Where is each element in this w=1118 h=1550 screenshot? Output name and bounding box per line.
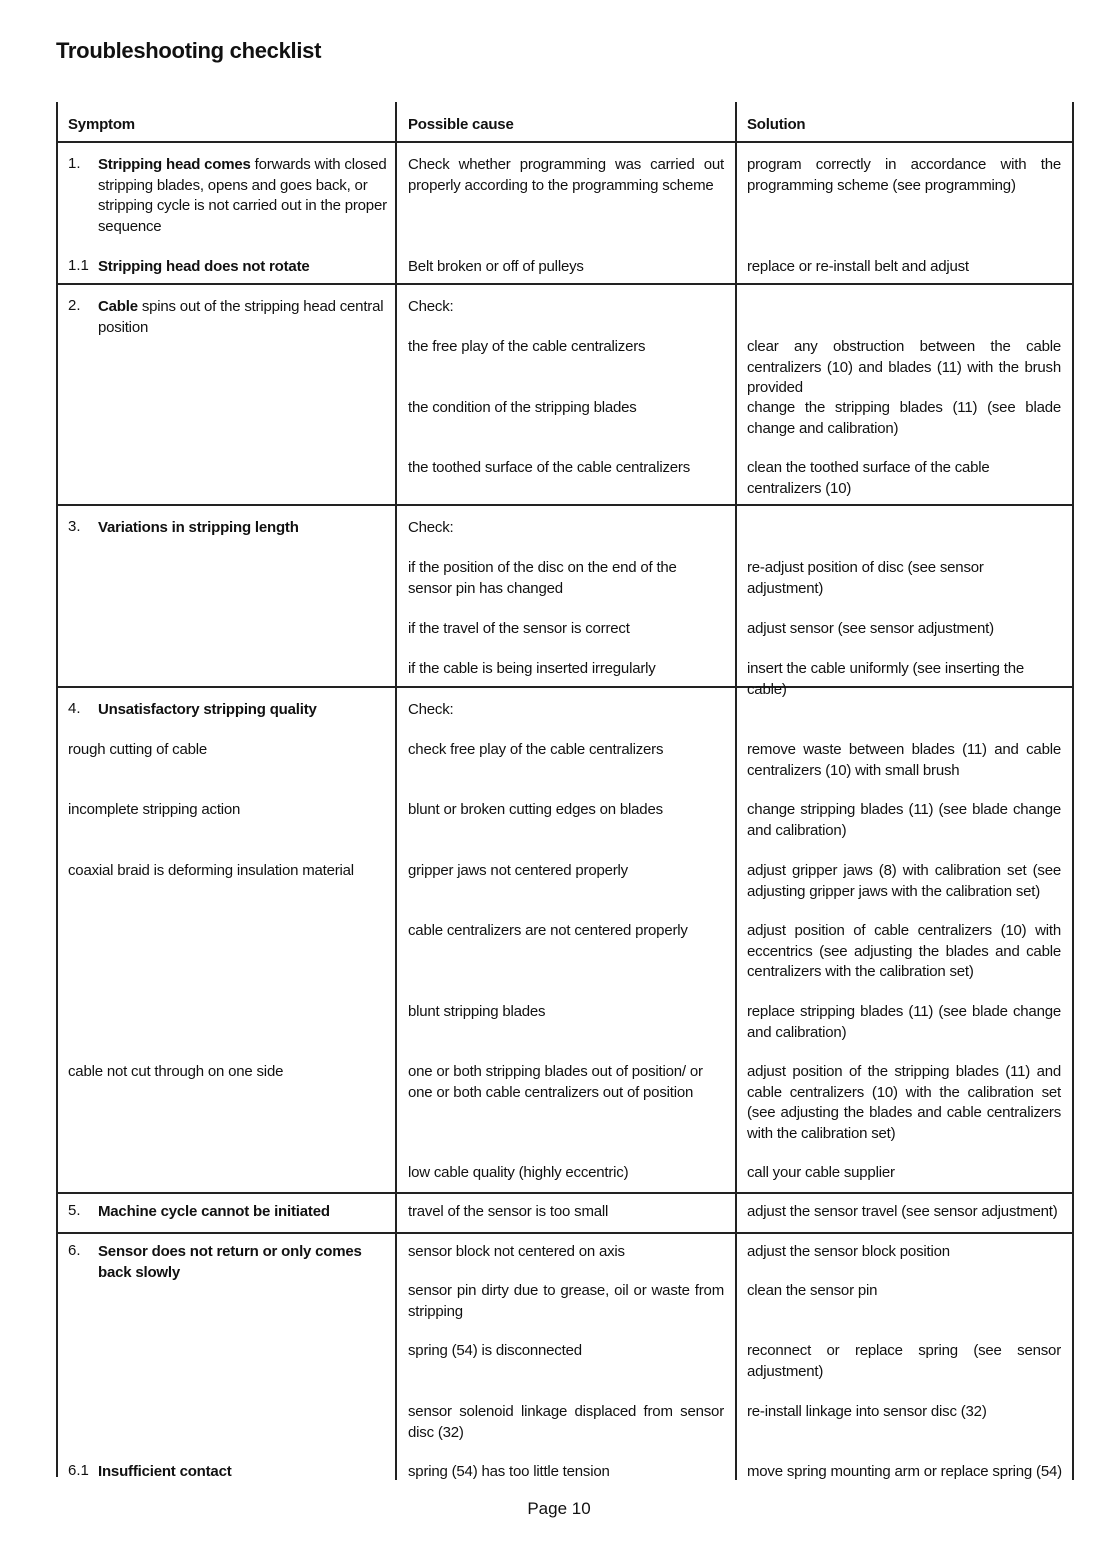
- solution-text: adjust the sensor travel (see sensor adjustment): [747, 1203, 1058, 1220]
- page-number: Page 10: [527, 1499, 591, 1518]
- cause-text: the condition of the stripping blades: [408, 399, 637, 416]
- symptom-bold: Cable: [98, 298, 138, 315]
- cause-text: blunt or broken cutting edges on blades: [408, 801, 663, 818]
- row-rule: [56, 1192, 1074, 1194]
- cause-text: sensor pin dirty due to grease, oil or waste from stripping: [408, 1282, 724, 1320]
- symptom-text: [98, 700, 388, 721]
- solution-text: change stripping blades (11) (see blade change and calibration): [747, 801, 1061, 839]
- symptom-bold: Insufficient contact: [98, 1463, 232, 1480]
- sub-symptom: coaxial braid is deforming insulation material: [68, 862, 354, 879]
- solution-text: clean the sensor pin: [747, 1282, 878, 1299]
- troubleshooting-table: [56, 102, 1074, 1482]
- row-rule: [56, 283, 1074, 285]
- solution-text: re-install linkage into sensor disc (32): [747, 1403, 987, 1420]
- solution-text: adjust position of the stripping blades (11) and cable centralizers (10) with the calibration set (see adjusting the blades and cable centralizers with the calibration set): [747, 1063, 1061, 1142]
- solution-text: adjust the sensor block position: [747, 1243, 950, 1260]
- row-number: 1.1: [68, 257, 89, 274]
- solution-text: re-adjust position of disc (see sensor adjustment): [747, 559, 984, 597]
- row-number: 4.: [68, 700, 81, 717]
- row-number: 2.: [68, 297, 81, 314]
- cause-text: sensor block not centered on axis: [408, 1243, 625, 1260]
- symptom-text: [98, 155, 388, 237]
- row-rule: [56, 504, 1074, 506]
- cause-text: one or both stripping blades out of position/ or one or both cable centralizers out of position: [408, 1063, 703, 1101]
- solution-text: adjust position of cable centralizers (10) with eccentrics (see adjusting the blades and cable centralizers with the calibration set): [747, 922, 1061, 980]
- cause-text: the toothed surface of the cable centralizers: [408, 459, 691, 476]
- cause-text: check free play of the cable centralizers: [408, 741, 664, 758]
- column-divider: [735, 102, 737, 1480]
- header-cause: Possible cause: [408, 116, 514, 133]
- cause-text: sensor solenoid linkage displaced from sensor disc (32): [408, 1403, 724, 1441]
- table-border-right: [1072, 102, 1074, 1480]
- solution-text: reconnect or replace spring (see sensor adjustment): [747, 1342, 1061, 1380]
- check-label: Check:: [408, 701, 454, 718]
- solution-text: replace stripping blades (11) (see blade change and calibration): [747, 1003, 1061, 1041]
- row-number: 5.: [68, 1202, 81, 1219]
- cause-text: if the cable is being inserted irregularly: [408, 660, 656, 677]
- check-label: Check:: [408, 519, 454, 536]
- cause-text: if the travel of the sensor is correct: [408, 620, 630, 637]
- solution-text: program correctly in accordance with the programming scheme (see programming): [747, 156, 1061, 194]
- cause-text: spring (54) has too little tension: [408, 1463, 610, 1480]
- sub-symptom: rough cutting of cable: [68, 741, 208, 758]
- header-solution: Solution: [747, 116, 806, 133]
- symptom-rest: spins out of the stripping head central position: [98, 298, 384, 336]
- solution-text: clear any obstruction between the cable centralizers (10) and blades (11) with the brush provided: [747, 338, 1061, 396]
- header-rule: [56, 141, 1074, 143]
- symptom-text: [98, 1242, 388, 1283]
- row-number: 6.1: [68, 1462, 89, 1479]
- symptom-rest: forwards with closed stripping blades, opens and goes back, or stripping cycle is not carried out in the proper sequence: [98, 156, 387, 235]
- check-label: Check:: [408, 298, 454, 315]
- solution-text: change the stripping blades (11) (see blade change and calibration): [747, 399, 1061, 437]
- cause-text: travel of the sensor is too small: [408, 1203, 609, 1220]
- row-rule: [56, 1232, 1074, 1234]
- solution-text: insert the cable uniformly (see inserting the cable): [747, 660, 1024, 698]
- cause-text: low cable quality (highly eccentric): [408, 1164, 629, 1181]
- cause-text: Belt broken or off of pulleys: [408, 258, 584, 275]
- symptom-bold: Machine cycle cannot be initiated: [98, 1203, 330, 1220]
- symptom-bold: Stripping head comes: [98, 156, 251, 173]
- sub-symptom: incomplete stripping action: [68, 801, 241, 818]
- symptom-text: [98, 1462, 388, 1483]
- solution-text: replace or re-install belt and adjust: [747, 258, 969, 275]
- solution-text: clean the toothed surface of the cable centralizers (10): [747, 459, 990, 497]
- symptom-bold: Sensor does not return or only comes back slowly: [98, 1243, 362, 1281]
- symptom-bold: Stripping head does not rotate: [98, 258, 310, 275]
- header-symptom: Symptom: [68, 116, 135, 133]
- solution-text: adjust gripper jaws (8) with calibration set (see adjusting gripper jaws with the calibration set): [747, 862, 1061, 900]
- row-number: 3.: [68, 518, 81, 535]
- row-number: 1.: [68, 155, 81, 172]
- symptom-bold: Variations in stripping length: [98, 519, 299, 536]
- table-border-left: [56, 102, 58, 1477]
- cause-text: the free play of the cable centralizers: [408, 338, 646, 355]
- solution-text: move spring mounting arm or replace spring (54): [747, 1463, 1062, 1480]
- cause-text: if the position of the disc on the end of the sensor pin has changed: [408, 559, 677, 597]
- row-number: 6.: [68, 1242, 81, 1259]
- cause-text: cable centralizers are not centered properly: [408, 922, 688, 939]
- cause-text: spring (54) is disconnected: [408, 1342, 582, 1359]
- column-divider: [395, 102, 397, 1480]
- cause-text: gripper jaws not centered properly: [408, 862, 628, 879]
- cause-text: Check whether programming was carried out properly according to the programming scheme: [408, 156, 724, 194]
- symptom-text: [98, 257, 388, 278]
- solution-text: adjust sensor (see sensor adjustment): [747, 620, 994, 637]
- symptom-bold: Unsatisfactory stripping quality: [98, 701, 317, 718]
- solution-text: call your cable supplier: [747, 1164, 895, 1181]
- cause-text: blunt stripping blades: [408, 1003, 546, 1020]
- page-title: Troubleshooting checklist: [56, 38, 322, 63]
- solution-text: remove waste between blades (11) and cable centralizers (10) with small brush: [747, 741, 1061, 779]
- sub-symptom: cable not cut through on one side: [68, 1063, 284, 1080]
- symptom-text: [98, 297, 388, 338]
- symptom-text: [98, 518, 388, 539]
- symptom-text: [98, 1202, 388, 1223]
